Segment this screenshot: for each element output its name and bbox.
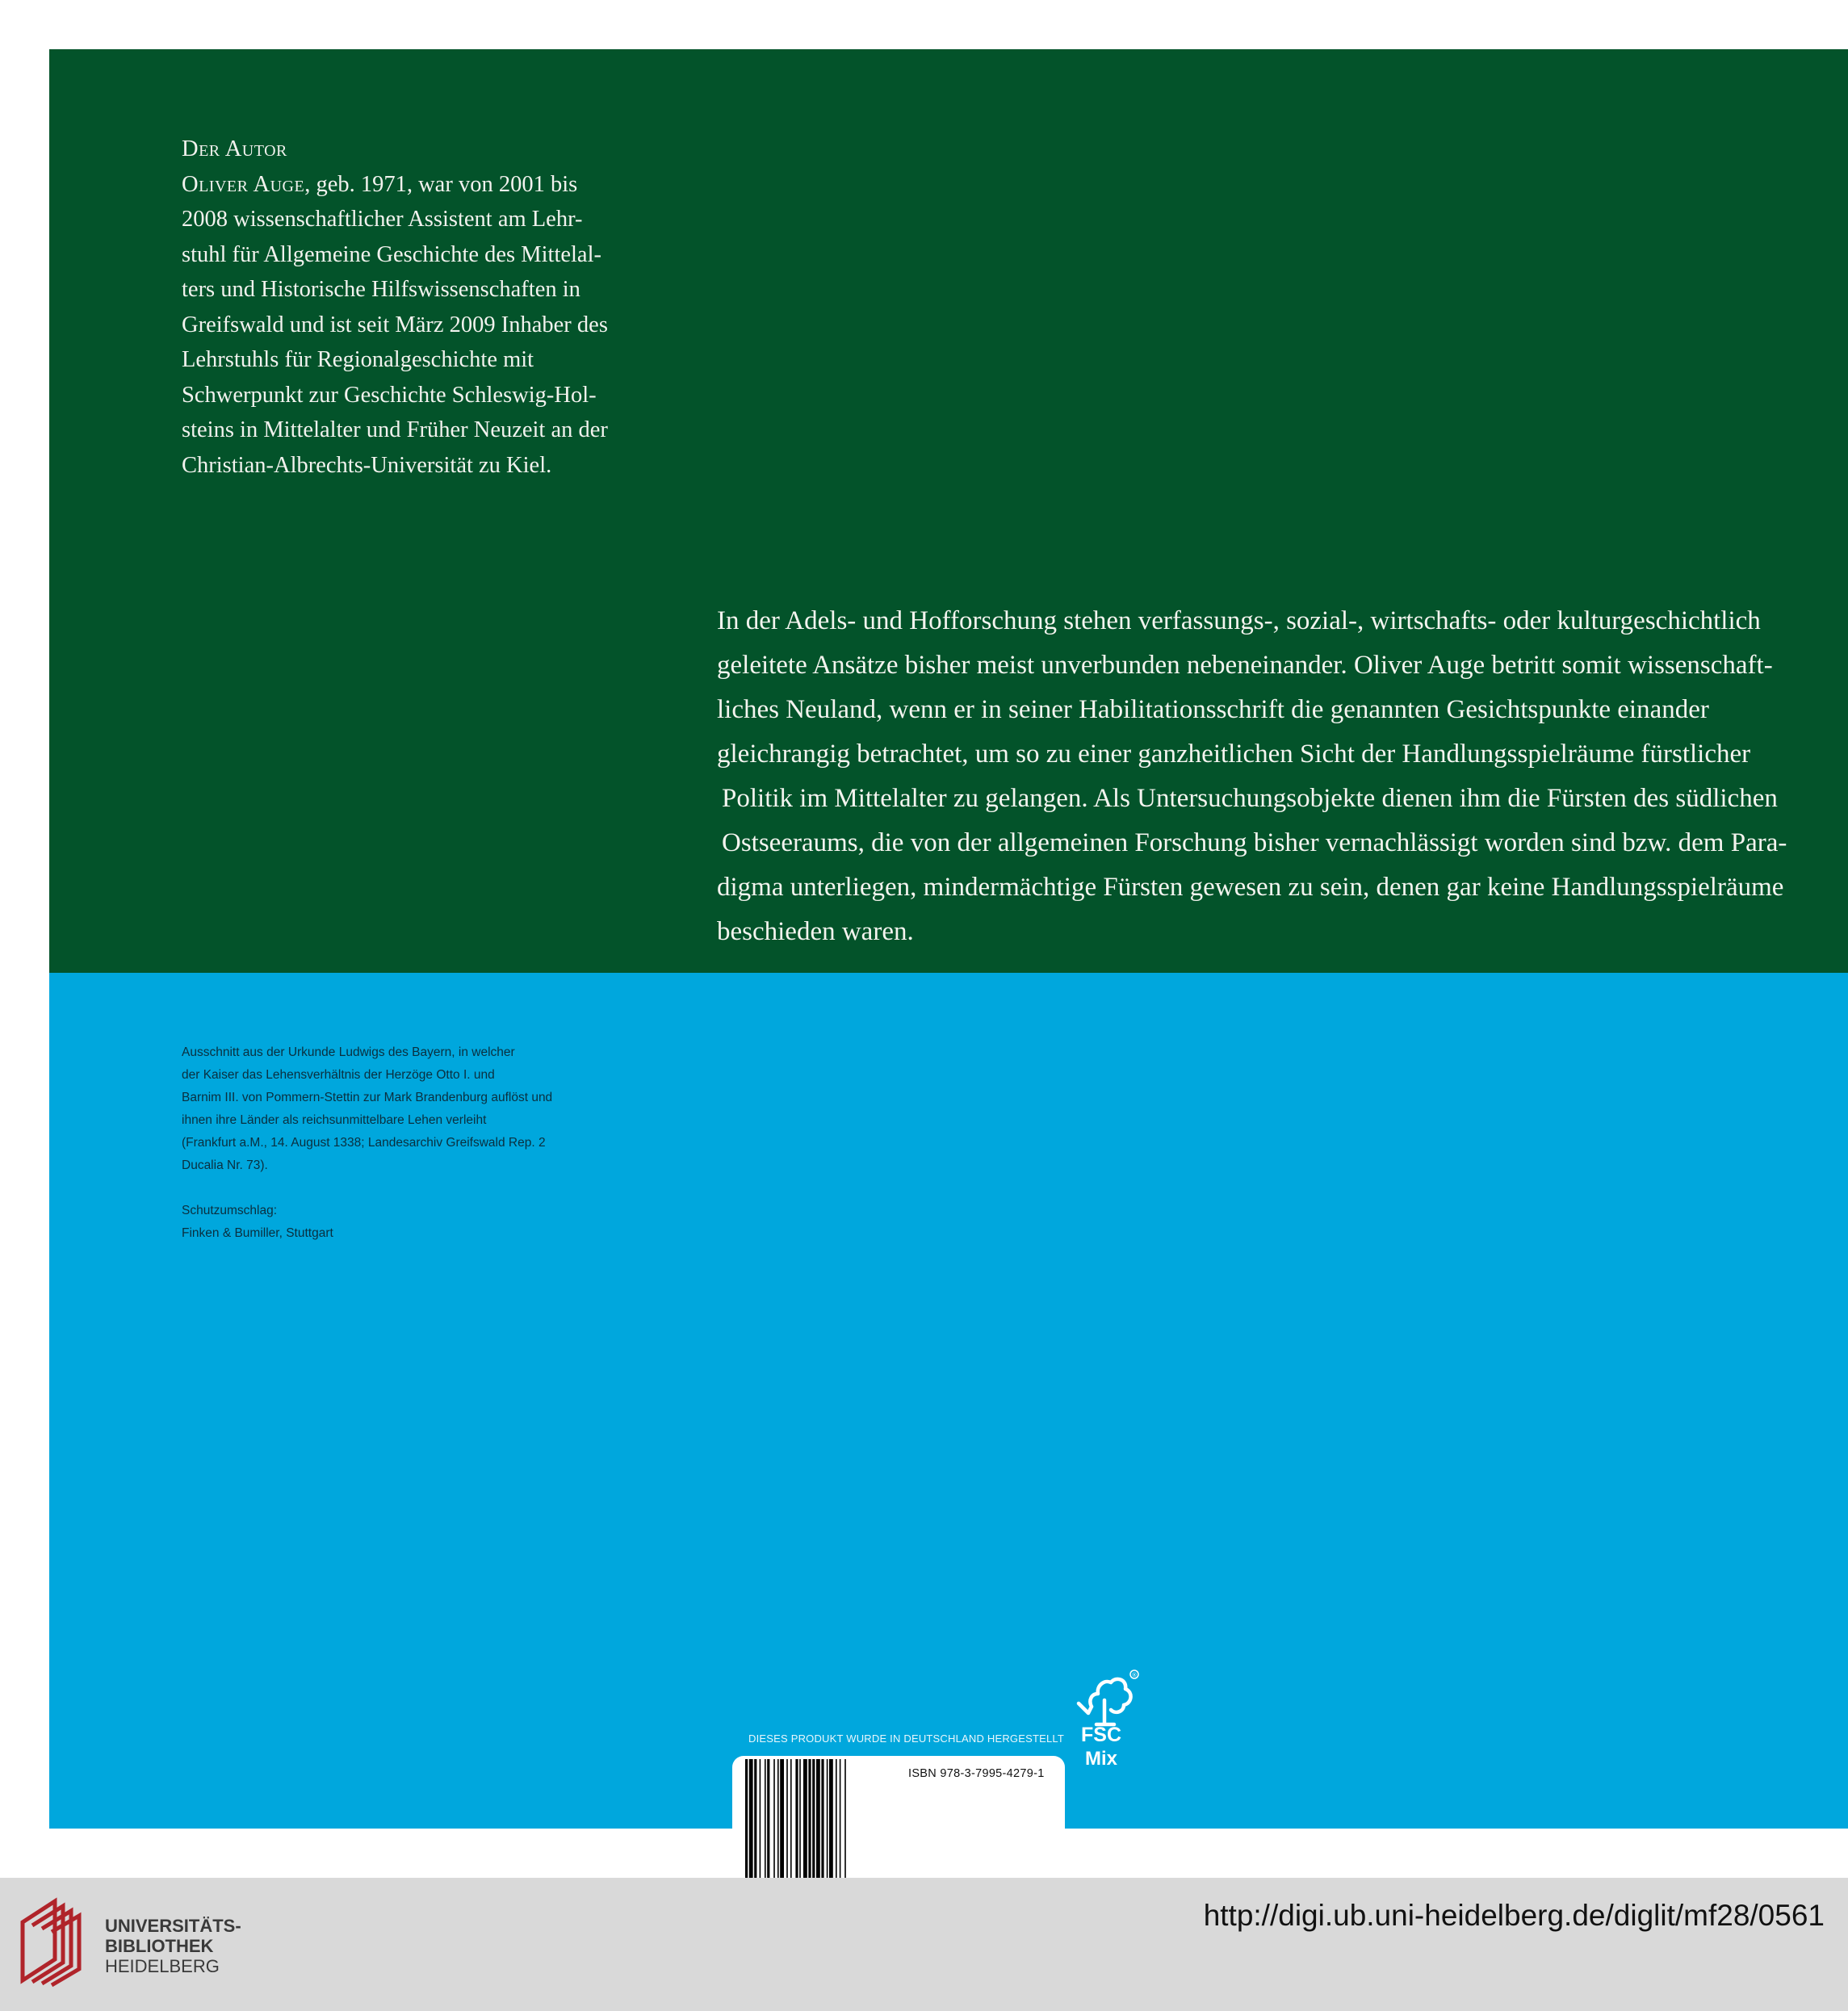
caption-line: der Kaiser das Lehensverhältnis der Herzöge Otto I. und [182, 1068, 495, 1082]
caption-line: ihnen ihre Länder als reichsunmittelbare Lehen verleiht [182, 1113, 487, 1127]
barcode-bar [767, 1759, 769, 1884]
library-name-line3: HEIDELBERG [105, 1956, 220, 1976]
author-bio [182, 132, 634, 483]
author-bio-line: Christian-Albrechts-Universität zu Kiel. [182, 452, 552, 478]
author-bio-line: steins in Mittelalter und Früher Neuzeit an der [182, 417, 608, 442]
library-logo-icon [16, 1893, 89, 1988]
cover-credits [182, 1041, 634, 1245]
author-heading: Der Autor [182, 136, 287, 161]
barcode-bar [780, 1759, 784, 1884]
barcode-bar [816, 1759, 820, 1884]
library-name-line2: BIBLIOTHEK [105, 1936, 214, 1956]
book-blurb [717, 599, 1831, 954]
library-logo-svg [16, 1893, 89, 1988]
fsc-tree-icon-svg [1067, 1668, 1140, 1732]
caption-line: (Frankfurt a.M., 14. August 1338; Landesarchiv Greifswald Rep. 2 [182, 1136, 546, 1150]
barcode-bar [760, 1759, 761, 1884]
barcode-bar [786, 1759, 788, 1884]
barcode-bar [840, 1759, 841, 1884]
blurb-line: Ostseeraums, die von der allgemeinen Forschung bisher vernachlässigt worden sind bzw. dem Para- [722, 828, 1787, 857]
made-in-germany-notice: DIESES PRODUKT WURDE IN DEUTSCHLAND HERGESTELLT [748, 1732, 1065, 1745]
blurb-line: In der Adels- und Hofforschung stehen verfassungs-, sozial-, wirtschafts- oder kulturgeschichtlich [717, 606, 1761, 635]
barcode-bar [765, 1759, 766, 1884]
barcode-bar [799, 1759, 801, 1884]
barcode-bar [803, 1759, 807, 1884]
barcode-bar [827, 1759, 828, 1884]
author-bio-line: ters und Historische Hilfswissenschaften in [182, 277, 580, 302]
caption-line: Ausschnitt aus der Urkunde Ludwigs des Bayern, in welcher [182, 1045, 515, 1059]
author-bio-first-line [182, 167, 634, 203]
author-bio-line: Lehrstuhls für Regionalgeschichte mit [182, 347, 534, 372]
library-name-line1: UNIVERSITÄTS- [105, 1916, 241, 1936]
isbn-number: ISBN 978-3-7995-4279-1 [908, 1767, 1045, 1780]
barcode-bar [754, 1759, 756, 1884]
author-bio-line: stuhl für Allgemeine Geschichte des Mittelal- [182, 241, 601, 267]
barcode-bar [749, 1759, 753, 1884]
blurb-line: geleitete Ansätze bisher meist unverbunden nebeneinander. Oliver Auge betritt somit wissenschaft- [717, 651, 1773, 680]
barcode-bar [808, 1759, 811, 1884]
jacket-label: Schutzumschlag: [182, 1204, 278, 1217]
barcode-icon [744, 1759, 895, 1884]
barcode-bar [836, 1759, 837, 1884]
barcode-bar [745, 1759, 748, 1884]
barcode-bar [795, 1759, 798, 1884]
blurb-line: liches Neuland, wenn er in seiner Habilitationsschrift die genannten Gesichtspunkte einander [717, 695, 1709, 724]
author-bio-line: 2008 wissenschaftlicher Assistent am Lehr- [182, 207, 583, 232]
author-bio-line: Greifswald und ist seit März 2009 Inhaber des [182, 312, 608, 337]
barcode-bar [812, 1759, 815, 1884]
barcode-bar [777, 1759, 779, 1884]
barcode-bar [829, 1759, 833, 1884]
blurb-line: Politik im Mittelalter zu gelangen. Als Untersuchungsobjekte dienen ihm die Fürsten des südlichen [722, 784, 1778, 813]
author-name: Oliver Auge [182, 171, 305, 197]
barcode-panel [732, 1756, 1065, 1893]
fsc-registered-mark: ® [1131, 1672, 1138, 1678]
caption-line: Barnim III. von Pommern-Stettin zur Mark Brandenburg auflöst und [182, 1091, 553, 1104]
spacer [182, 1177, 634, 1200]
blurb-line: gleichrangig betrachtet, um so zu einer ganzheitlichen Sicht der Handlungsspielräume fürstlicher [717, 739, 1751, 769]
jacket-designer: Finken & Bumiller, Stuttgart [182, 1226, 333, 1240]
barcode-bar [844, 1759, 846, 1884]
blurb-line: digma unterliegen, mindermächtige Fürsten gewesen zu sein, denen gar keine Handlungsspielräume [717, 873, 1784, 902]
footer-bar [0, 1878, 1848, 2011]
author-bio-first-line-rest: , geb. 1971, war von 2001 bis [304, 171, 578, 197]
source-url[interactable]: http://digi.ub.uni-heidelberg.de/diglit/mf28/0561 [1203, 1899, 1825, 1932]
library-name [105, 1916, 241, 1976]
barcode-bar [790, 1759, 792, 1884]
blurb-line: beschieden waren. [717, 917, 914, 946]
caption-line: Ducalia Nr. 73). [182, 1158, 268, 1172]
barcode-bar [821, 1759, 823, 1884]
fsc-mix-label: Mix [1084, 1748, 1117, 1770]
author-bio-line: Schwerpunkt zur Geschichte Schleswig-Hol- [182, 382, 597, 408]
fsc-label: FSC [1081, 1724, 1121, 1746]
barcode-bar [773, 1759, 775, 1884]
